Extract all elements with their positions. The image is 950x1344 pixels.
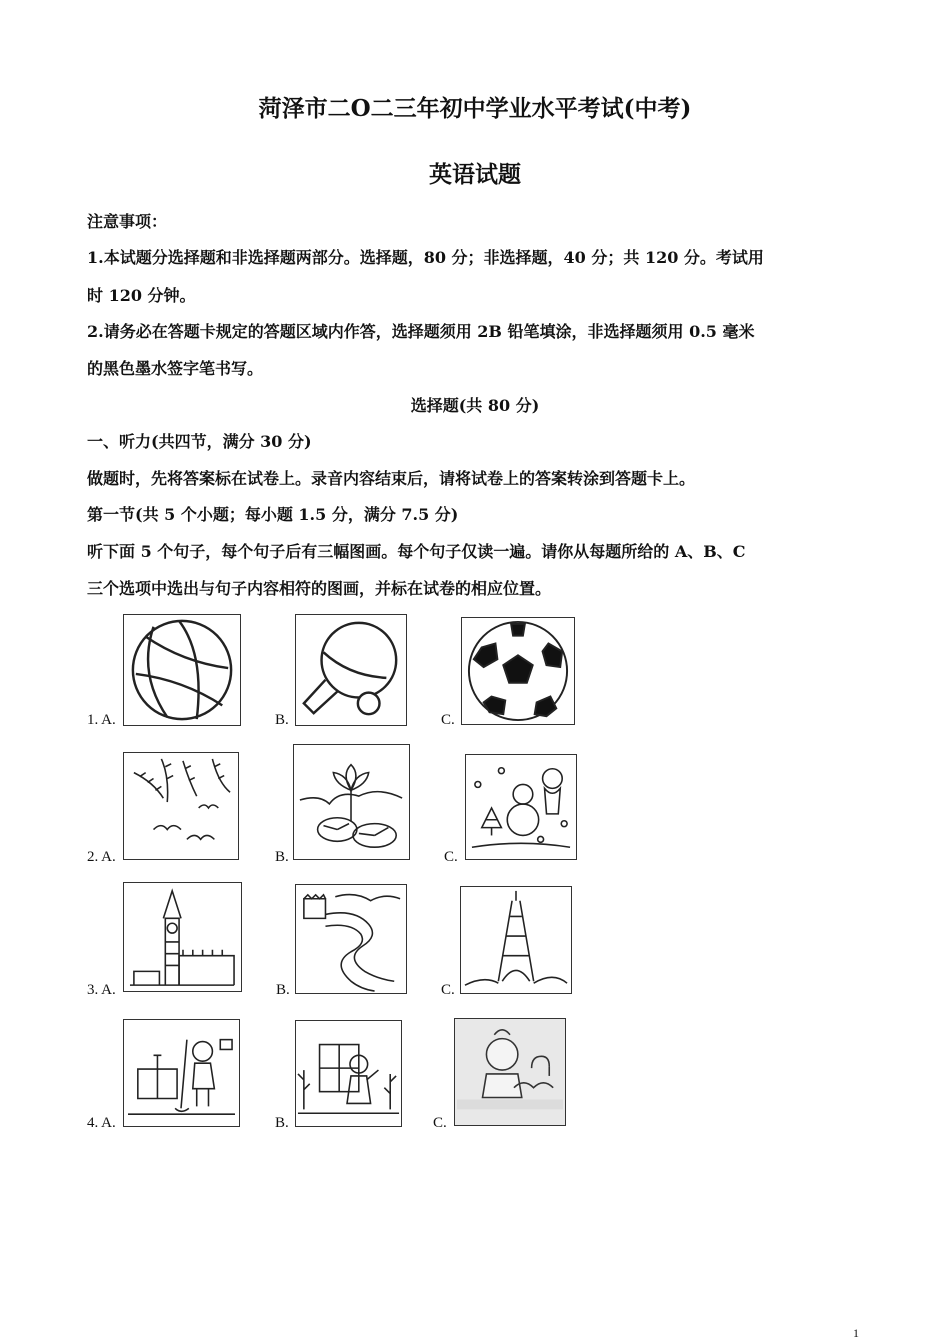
winter-snowman-icon[interactable] bbox=[465, 754, 577, 860]
exam-subtitle: 英语试题 bbox=[429, 161, 521, 188]
eiffel-tower-icon[interactable] bbox=[460, 886, 572, 994]
soccer-ball-icon[interactable] bbox=[461, 617, 575, 725]
q1-option-b-label: B. bbox=[275, 712, 289, 728]
q4-option-a-label: 4. A. bbox=[87, 1115, 116, 1131]
q3-option-c-label: C. bbox=[441, 982, 455, 998]
big-ben-icon[interactable] bbox=[123, 882, 242, 992]
q2-option-b-label: B. bbox=[275, 849, 289, 865]
notice-item1-line2: 时 120 分钟。 bbox=[87, 286, 196, 305]
notice-heading: 注意事项： bbox=[87, 212, 168, 231]
part-heading: 一、听力(共四节，满分 30 分) bbox=[87, 432, 312, 451]
summer-lotus-icon[interactable] bbox=[293, 744, 410, 860]
notice-item2-line2: 的黑色墨水签字笔书写。 bbox=[87, 359, 264, 378]
part-instruction: 做题时，先将答案标在试卷上。录音内容结束后，请将试卷上的答案转涂到答题卡上。 bbox=[87, 469, 696, 488]
spring-swallows-icon[interactable] bbox=[123, 752, 239, 860]
q3-option-b-label: B. bbox=[276, 982, 290, 998]
q4-option-c-label: C. bbox=[433, 1115, 447, 1131]
notice-item1-line1: 1.本试题分选择题和非选择题两部分。选择题，80 分；非选择题，40 分；共 120 分。考试用 bbox=[87, 248, 764, 267]
basketball-icon[interactable] bbox=[123, 614, 241, 726]
q3-option-a-label: 3. A. bbox=[87, 982, 116, 998]
notice-item2-line1: 2.请务必在答题卡规定的答题区域内作答，选择题须用 2B 铅笔填涂，非选择题须用 0.5 毫米 bbox=[87, 322, 755, 341]
section-heading: 选择题(共 80 分) bbox=[410, 396, 540, 415]
q4-option-b-label: B. bbox=[275, 1115, 289, 1131]
sweeping-floor-icon[interactable] bbox=[123, 1019, 240, 1127]
q2-option-c-label: C. bbox=[444, 849, 458, 865]
q1-option-a-label: 1. A. bbox=[87, 712, 116, 728]
subsection-desc-line1: 听下面 5 个句子，每个句子后有三幅图画。每个句子仅读一遍。请你从每题所给的 A、B、C bbox=[87, 542, 746, 561]
ping-pong-paddle-icon[interactable] bbox=[295, 614, 407, 726]
subsection-heading: 第一节(共 5 个小题；每小题 1.5 分，满分 7.5 分) bbox=[87, 505, 459, 524]
washing-dishes-icon[interactable] bbox=[454, 1018, 566, 1126]
great-wall-icon[interactable] bbox=[295, 884, 407, 994]
q2-option-a-label: 2. A. bbox=[87, 849, 116, 865]
cleaning-window-icon[interactable] bbox=[295, 1020, 402, 1127]
exam-title: 菏泽市二O二三年初中学业水平考试(中考) bbox=[258, 95, 692, 122]
subsection-desc-line2: 三个选项中选出与句子内容相符的图画，并标在试卷的相应位置。 bbox=[87, 579, 552, 598]
q1-option-c-label: C. bbox=[441, 712, 455, 728]
page-number: 1 bbox=[853, 1326, 859, 1340]
